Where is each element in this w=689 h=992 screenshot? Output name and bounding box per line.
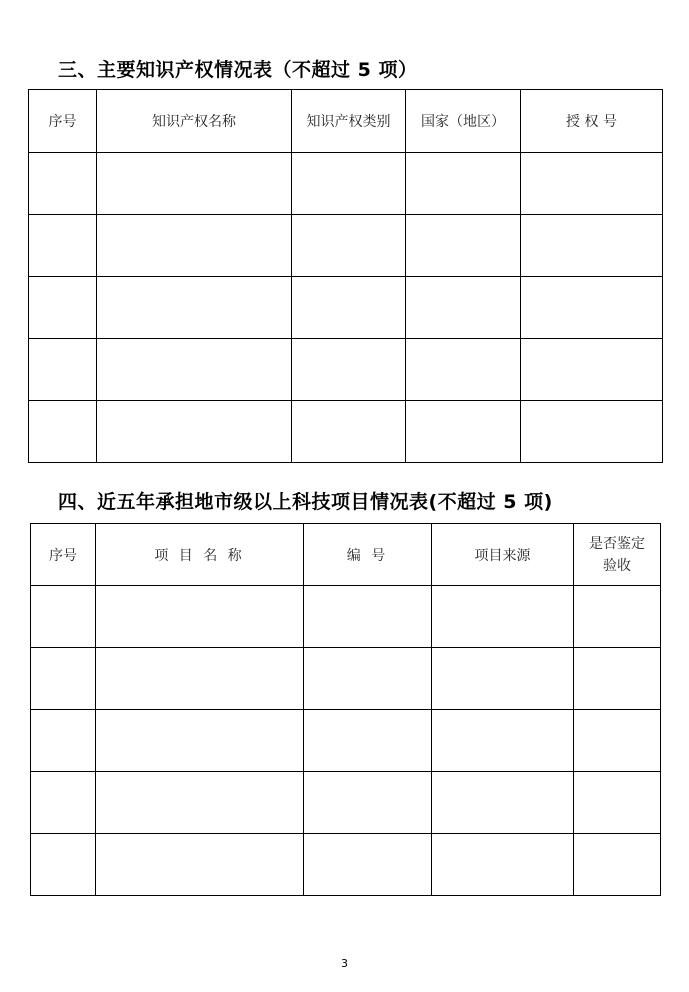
- table-cell[interactable]: [29, 215, 97, 277]
- section-3-title: 三、主要知识产权情况表（不超过 5 项）: [58, 59, 418, 81]
- table-row: [31, 834, 661, 896]
- header-serial-no: 序号: [31, 524, 96, 586]
- table-cell[interactable]: [31, 648, 96, 710]
- table-cell[interactable]: [97, 153, 292, 215]
- table-cell[interactable]: [96, 586, 304, 648]
- table-cell[interactable]: [574, 586, 661, 648]
- table-cell[interactable]: [574, 710, 661, 772]
- ip-table: [28, 89, 663, 463]
- table-cell[interactable]: [31, 586, 96, 648]
- table-row: [29, 401, 663, 463]
- table-header-row: [29, 90, 663, 153]
- table-cell[interactable]: [31, 834, 96, 896]
- table-cell[interactable]: [406, 277, 521, 339]
- table-cell[interactable]: [406, 215, 521, 277]
- table-cell[interactable]: [304, 710, 432, 772]
- table-cell[interactable]: [29, 401, 97, 463]
- table-cell[interactable]: [304, 648, 432, 710]
- header-ip-category: 知识产权类别: [292, 90, 406, 153]
- table-cell[interactable]: [96, 710, 304, 772]
- table-cell[interactable]: [521, 277, 663, 339]
- table-cell[interactable]: [292, 401, 406, 463]
- table-header-row: [31, 524, 661, 586]
- table-row: [29, 215, 663, 277]
- header-acceptance-status: [574, 524, 661, 586]
- header-project-code: 编 号: [304, 524, 432, 586]
- table-cell[interactable]: [406, 401, 521, 463]
- header-project-name: 项 目 名 称: [96, 524, 304, 586]
- table-cell[interactable]: [521, 339, 663, 401]
- table-cell[interactable]: [97, 277, 292, 339]
- table-row: [31, 772, 661, 834]
- projects-table: [30, 523, 661, 896]
- header-acceptance-line2: 验收: [603, 557, 631, 574]
- table-cell[interactable]: [292, 277, 406, 339]
- table-cell[interactable]: [96, 772, 304, 834]
- header-project-source: 项目来源: [432, 524, 574, 586]
- table-cell[interactable]: [521, 215, 663, 277]
- table-cell[interactable]: [304, 772, 432, 834]
- table-cell[interactable]: [292, 153, 406, 215]
- table-cell[interactable]: [31, 710, 96, 772]
- table-cell[interactable]: [432, 586, 574, 648]
- table-cell[interactable]: [406, 339, 521, 401]
- header-country-region: 国家（地区）: [406, 90, 521, 153]
- header-ip-name: 知识产权名称: [97, 90, 292, 153]
- table-cell[interactable]: [96, 648, 304, 710]
- table-cell[interactable]: [304, 834, 432, 896]
- table-row: [29, 277, 663, 339]
- table-cell[interactable]: [432, 710, 574, 772]
- table-cell[interactable]: [406, 153, 521, 215]
- table-row: [31, 710, 661, 772]
- table-cell[interactable]: [29, 339, 97, 401]
- table-cell[interactable]: [432, 772, 574, 834]
- table-row: [29, 339, 663, 401]
- header-authorization-no: 授 权 号: [521, 90, 663, 153]
- table-cell[interactable]: [432, 834, 574, 896]
- table-cell[interactable]: [292, 339, 406, 401]
- table-row: [31, 648, 661, 710]
- table-cell[interactable]: [97, 339, 292, 401]
- table-cell[interactable]: [574, 772, 661, 834]
- table-cell[interactable]: [304, 586, 432, 648]
- table-cell[interactable]: [574, 648, 661, 710]
- table-cell[interactable]: [521, 153, 663, 215]
- table-cell[interactable]: [97, 215, 292, 277]
- header-serial-no: 序号: [29, 90, 97, 153]
- table-cell[interactable]: [96, 834, 304, 896]
- table-cell[interactable]: [292, 215, 406, 277]
- table-row: [29, 153, 663, 215]
- table-cell[interactable]: [31, 772, 96, 834]
- table-cell[interactable]: [29, 277, 97, 339]
- page-number: 3: [341, 957, 348, 970]
- section-4-title: 四、近五年承担地市级以上科技项目情况表(不超过 5 项): [58, 491, 553, 513]
- table-cell[interactable]: [521, 401, 663, 463]
- table-cell[interactable]: [574, 834, 661, 896]
- table-cell[interactable]: [432, 648, 574, 710]
- table-cell[interactable]: [97, 401, 292, 463]
- table-row: [31, 586, 661, 648]
- table-cell[interactable]: [29, 153, 97, 215]
- header-acceptance-line1: 是否鉴定: [589, 535, 645, 552]
